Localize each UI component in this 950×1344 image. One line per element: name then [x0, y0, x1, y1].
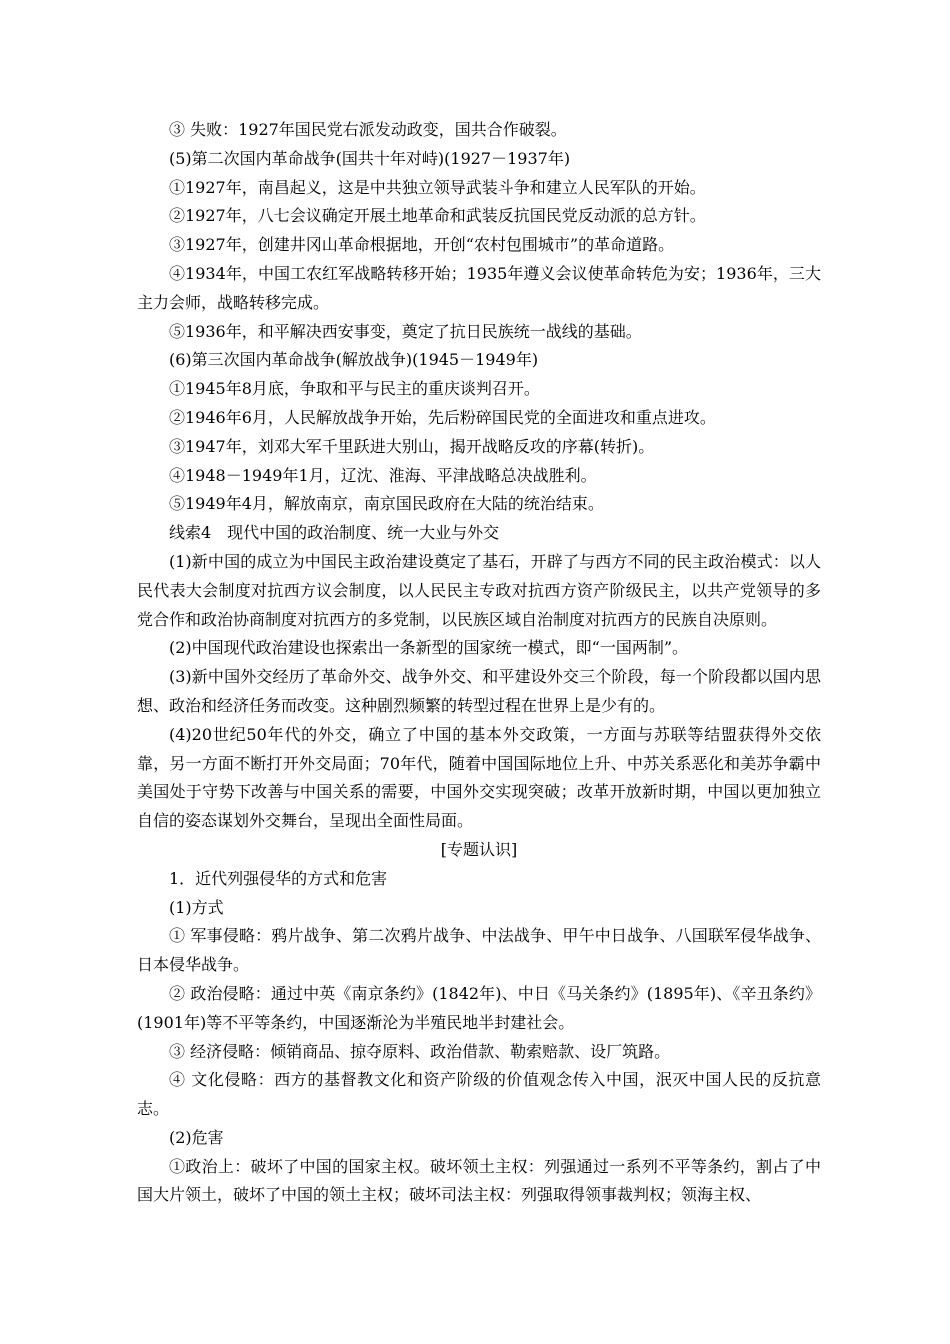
- text-line: ③ 失败：1927年国民党右派发动政变，国共合作破裂。: [169, 120, 567, 139]
- subheading: (2)危害: [169, 1127, 224, 1147]
- topic-heading: [专题认识]: [440, 839, 518, 859]
- text-line: ②1946年6月，人民解放战争开始，先后粉碎国民党的全面进攻和重点进攻。: [169, 407, 716, 427]
- text-line: ①1945年8月底，争取和平与民主的重庆谈判召开。: [169, 379, 540, 399]
- text-line: ③1927年，创建井冈山革命根据地，开创“农村包围城市”的革命道路。: [169, 235, 675, 255]
- paragraph: ①政治上：破坏了中国的国家主权。破坏领土主权：列强通过一系列不平等条约，割占了中国大片领土，破坏了中国的领土主权；破坏司法主权：列强取得领事裁判权；领海主权、: [137, 1156, 821, 1205]
- subheading: (5)第二次国内革命战争(国共十年对峙)(1927－1937年): [169, 148, 571, 168]
- paragraph: (3)新中国外交经历了革命外交、战争外交、和平建设外交三个阶段，每一个阶段都以国内思想、政治和经济任务而改变。这种剧烈频繁的转型过程在世界上是少有的。: [137, 667, 821, 715]
- subheading: 1．近代列强侵华的方式和危害: [169, 868, 388, 888]
- text-line: ⑤1936年，和平解决西安事变，奠定了抗日民族统一战线的基础。: [169, 321, 642, 341]
- paragraph: ④1934年，中国工农红军战略转移开始；1935年遵义会议使革命转危为安；1936年，三大主力会师，战略转移完成。: [137, 263, 821, 312]
- paragraph: ④ 文化侵略：西方的基督教文化和资产阶级的价值观念传入中国，泯灭中国人民的反抗意志。: [137, 1070, 821, 1119]
- text-line: (2)中国现代政治建设也探索出一条新型的国家统一模式，即“一国两制”。: [169, 638, 689, 658]
- paragraph: (1)新中国的成立为中国民主政治建设奠定了基石，开辟了与西方不同的民主政治模式：以人民代表大会制度对抗西方议会制度，以人民民主专政对抗西方资产阶级民主，以共产党领导的多党合作和政治协商制度对抗西方的多党制，以民族区域自治制度对抗西方的民族自决原则。: [137, 551, 821, 629]
- text-line: ④1948－1949年1月，辽沈、淮海、平津战略总决战胜利。: [169, 465, 597, 485]
- subheading: (6)第三次国内革命战争(解放战争)(1945－1949年): [169, 350, 539, 370]
- subheading: (1)方式: [169, 897, 224, 917]
- text-line: ⑤1949年4月，解放南京，南京国民政府在大陆的统治结束。: [169, 494, 604, 514]
- paragraph: ① 军事侵略：鸦片战争、第二次鸦片战争、中法战争、甲午中日战争、八国联军侵华战争、日本侵华战争。: [137, 926, 821, 975]
- document-page: [137, 116, 821, 1210]
- text-line: ③1947年，刘邓大军千里跃进大别山，揭开战略反攻的序幕(转折)。: [169, 436, 655, 456]
- paragraph: ② 政治侵略：通过中英《南京条约》(1842年)、中日《马关条约》(1895年)、《辛丑条约》(1901年)等不平等条约，中国逐渐沦为半殖民地半封建社会。: [137, 983, 821, 1032]
- text-line: ②1927年，八七会议确定开展土地革命和武装反抗国民党反动派的总方针。: [169, 206, 706, 226]
- text-line: ③ 经济侵略：倾销商品、掠夺原料、政治借款、勒索赔款、设厂筑路。: [169, 1041, 671, 1061]
- text-line: ①1927年，南昌起义，这是中共独立领导武装斗争和建立人民军队的开始。: [169, 177, 706, 197]
- section-heading: 线索4 现代中国的政治制度、统一大业与外交: [169, 523, 500, 543]
- paragraph: (4)20世纪50年代的外交，确立了中国的基本外交政策，一方面与苏联等结盟获得外交依靠，另一方面不断打开外交局面；70年代，随着中国国际地位上升、中苏关系恶化和美苏争霸中美国处于守势下改善与中国关系的需要，中国外交实现突破；改革开放新时期，中国以更加独立自信的姿态谋划外交舞台，呈现出全面性局面。: [137, 724, 821, 831]
